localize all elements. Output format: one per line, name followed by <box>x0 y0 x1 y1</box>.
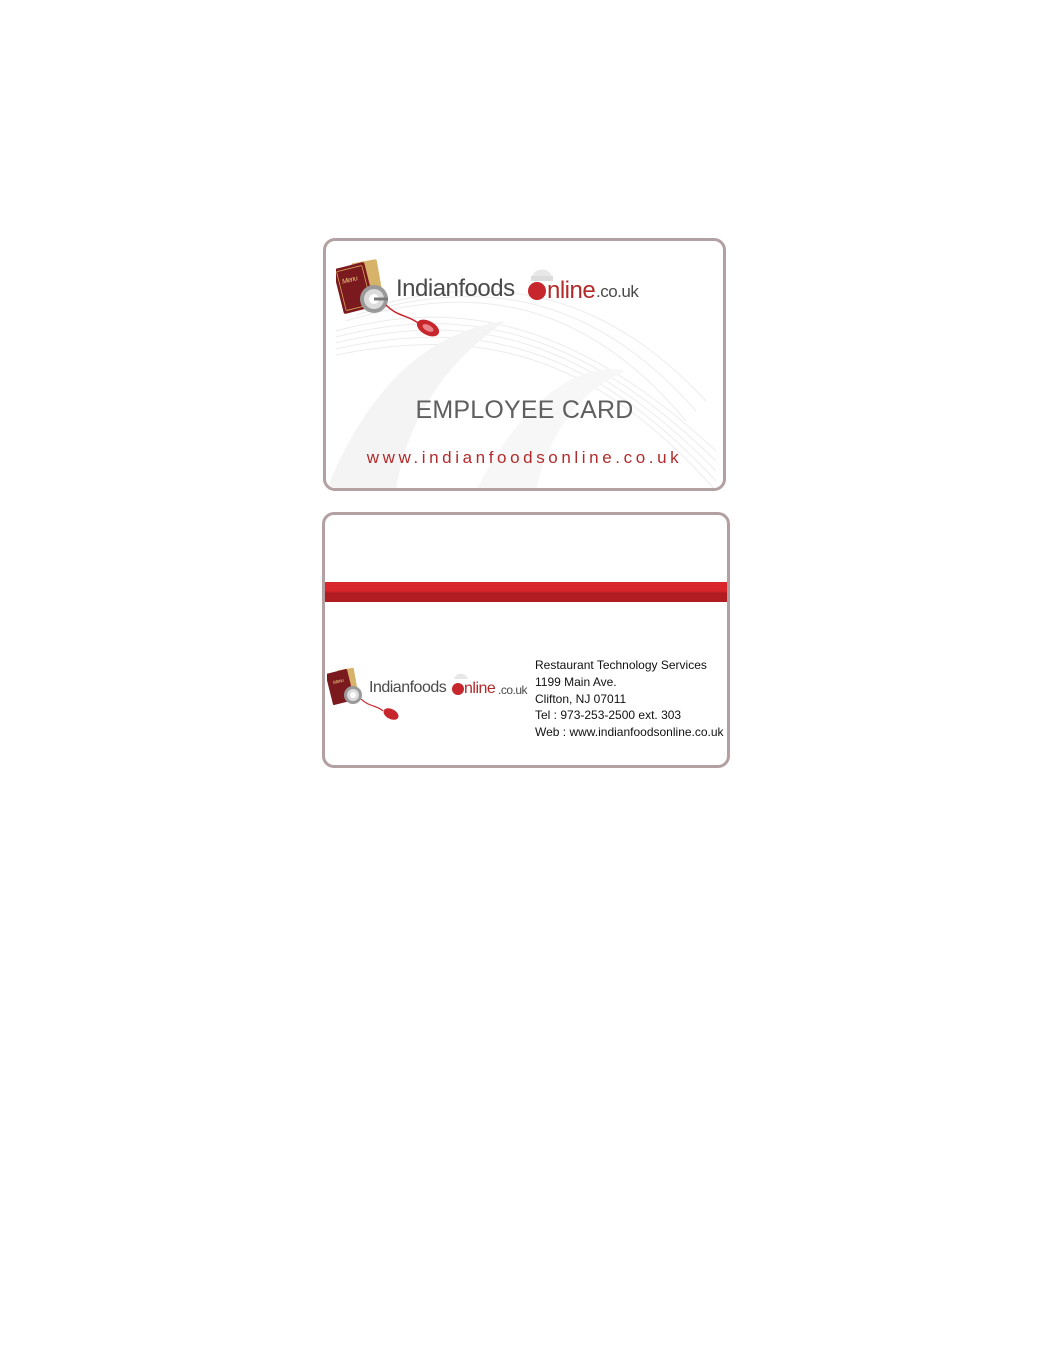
company-name: Restaurant Technology Services <box>535 658 707 672</box>
employee-card-front <box>323 238 726 491</box>
magnetic-stripe <box>325 582 727 602</box>
logo-word-tld: .co.uk <box>596 282 639 301</box>
logo-word-online: nline <box>547 277 596 304</box>
website-url: www.indianfoodsonline.co.uk <box>366 448 683 467</box>
city-zip: Clifton, NJ 07011 <box>535 691 627 706</box>
contact-block <box>535 657 724 741</box>
indianfoodsonline-logo-small <box>327 665 537 730</box>
logo-word-online: nline <box>464 680 496 697</box>
card-title: EMPLOYEE CARD <box>415 396 634 424</box>
street-address: 1199 Main Ave. <box>535 674 617 689</box>
logo-menu-script: Menu <box>341 275 359 286</box>
web-address: Web : www.indianfoodsonline.co.uk <box>535 725 724 740</box>
indianfoodsonline-logo <box>336 255 656 350</box>
logo-word-tld: .co.uk <box>498 683 528 697</box>
employee-card-back <box>322 512 730 768</box>
logo-word-indianfoods: Indianfoods <box>369 679 447 696</box>
logo-word-indianfoods: Indianfoods <box>396 275 515 302</box>
logo-menu-script: Menu <box>332 677 345 687</box>
telephone: Tel : 973-253-2500 ext. 303 <box>535 708 682 723</box>
